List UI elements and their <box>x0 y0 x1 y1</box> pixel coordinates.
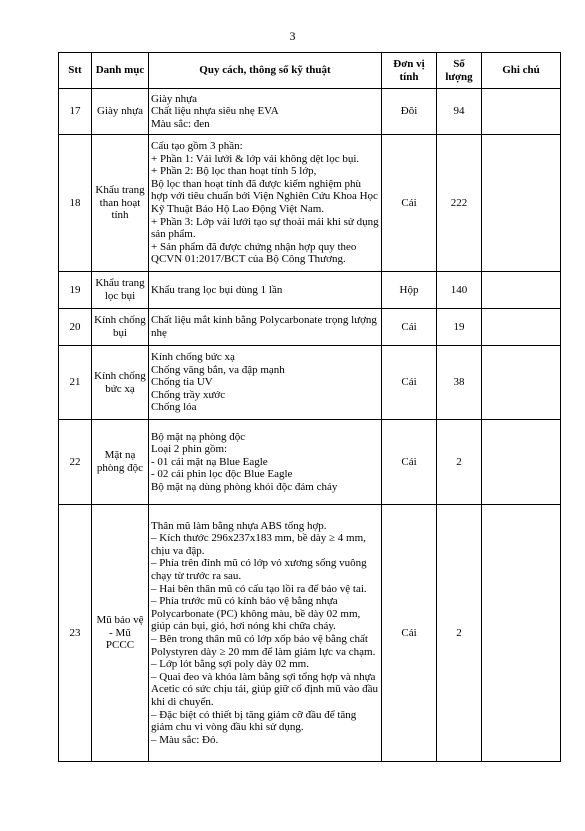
row-unit: Cái <box>382 505 437 762</box>
row-note <box>482 272 561 309</box>
spec-line: Chất liệu nhựa siêu nhẹ EVA <box>151 105 279 118</box>
row-unit: Cái <box>382 420 437 505</box>
spec-line: Kính chống bức xạ <box>151 351 235 364</box>
spec-line: Cấu tạo gồm 3 phần: <box>151 140 243 153</box>
spec-line: - 02 cái phin lọc độc Blue Eagle <box>151 468 293 481</box>
row-quantity: 2 <box>437 505 482 762</box>
spec-line: – Phía trước mũ có kính bảo vệ bằng nhựa Polycarbonate (PC) không màu, bề dày 02 mm, giúp cản bụi, gió, hơi nóng khi chữa cháy. <box>151 595 361 633</box>
page-number: 3 <box>289 29 296 43</box>
spec-line: Chống tia UV <box>151 376 213 389</box>
table-row <box>59 505 561 762</box>
row-quantity: 38 <box>437 346 482 420</box>
spec-line: Khẩu trang lọc bụi dùng 1 lần <box>151 283 283 296</box>
spec-line: Bộ mặt nạ phòng độc <box>151 430 246 443</box>
row-note <box>482 505 561 762</box>
row-category: Mặt nạ phòng độc <box>92 420 149 505</box>
spec-line: + Phần 3: Lớp vải lưới tạo sự thoải mái khi sử dụng sản phẩm. <box>151 215 379 241</box>
row-category: Khẩu trang lọc bụi <box>92 272 149 309</box>
spec-line: Bộ mặt nạ dùng phòng khói độc đám cháy <box>151 480 338 493</box>
row-quantity: 222 <box>437 135 482 272</box>
header-note: Ghi chú <box>482 53 561 89</box>
row-spec <box>149 89 382 135</box>
header-category: Danh mục <box>92 53 149 89</box>
spec-line: – Kích thước 296x237x183 mm, bề dày ≥ 4 mm, chịu va đập. <box>151 532 366 557</box>
spec-line: Màu sắc: đen <box>151 117 210 130</box>
spec-line: Chống lóa <box>151 401 197 414</box>
row-quantity: 2 <box>437 420 482 505</box>
row-quantity: 94 <box>437 89 482 135</box>
row-stt: 19 <box>59 272 92 309</box>
header-stt: Stt <box>59 53 92 89</box>
spec-line: Thân mũ làm bằng nhựa ABS tổng hợp. <box>151 519 327 532</box>
header-unit: Đơn vị tính <box>382 53 437 89</box>
equipment-spec-table <box>58 52 561 762</box>
row-unit: Đôi <box>382 89 437 135</box>
row-spec <box>149 272 382 309</box>
row-note <box>482 309 561 346</box>
table-header-row <box>59 53 561 89</box>
spec-line: Chất liệu mắt kính bằng Polycarbonate trọng lượng nhẹ <box>151 314 377 339</box>
row-stt: 21 <box>59 346 92 420</box>
table-row <box>59 89 561 135</box>
row-spec <box>149 420 382 505</box>
row-stt: 20 <box>59 309 92 346</box>
table-row <box>59 309 561 346</box>
spec-line: – Phía trên đỉnh mũ có lớp vỏ xương sống vuông chạy từ trước ra sau. <box>151 557 367 583</box>
header-quantity: Số lượng <box>437 53 482 89</box>
row-category: Kính chống bụi <box>92 309 149 346</box>
table-row <box>59 346 561 420</box>
spec-line: – Quai đeo và khóa làm bằng sợi tổng hợp và nhựa Acetic có sức chịu tải, giúp giữ cố định mũ vào đầu khi di chuyển. <box>151 670 378 708</box>
spec-line: Giày nhựa <box>151 92 197 105</box>
table-row <box>59 272 561 309</box>
spec-line: - 01 cái mặt nạ Blue Eagle <box>151 455 268 468</box>
table-row <box>59 135 561 272</box>
spec-line: + Sản phẩm đã được chứng nhận hợp quy theo QCVN 01:2017/BCT của Bộ Công Thương. <box>151 240 357 266</box>
spec-line: Chống trầy xước <box>151 388 226 401</box>
row-stt: 17 <box>59 89 92 135</box>
row-unit: Cái <box>382 309 437 346</box>
spec-line: – Hai bên thân mũ có cấu tạo lồi ra để bảo vệ tai. <box>151 582 367 595</box>
row-unit: Cái <box>382 346 437 420</box>
row-unit: Cái <box>382 135 437 272</box>
row-note <box>482 135 561 272</box>
row-category: Khẩu trang than hoạt tính <box>92 135 149 272</box>
row-category: Kính chống bức xạ <box>92 346 149 420</box>
spec-line: – Đặc biệt có thiết bị tăng giảm cỡ đầu để tăng giảm chu vi vòng đầu khi sử dụng. <box>151 708 357 734</box>
spec-line: – Màu sắc: Đỏ. <box>151 733 219 746</box>
spec-line: Bộ lọc than hoạt tính đã được kiểm nghiệm phù hợp với tiêu chuẩn bởi Viện Nghiên Cứu Khoa Học Kỹ Thuật Bảo Hộ Lao Động Việt Nam. <box>151 177 378 215</box>
row-spec <box>149 505 382 762</box>
spec-line: + Phần 2: Bộ lọc than hoạt tính 5 lớp, <box>151 165 317 178</box>
spec-line: – Lớp lót bằng sợi poly dày 02 mm. <box>151 658 309 671</box>
row-category: Giày nhựa <box>92 89 149 135</box>
spec-line: Loại 2 phin gồm: <box>151 443 228 456</box>
row-category: Mũ bảo vệ - Mũ PCCC <box>92 505 149 762</box>
row-spec <box>149 309 382 346</box>
row-stt: 22 <box>59 420 92 505</box>
spec-line: – Bên trong thân mũ có lớp xốp bảo vệ bằng chất Polystyren dày ≥ 20 mm để làm giảm lực va chạm. <box>151 633 376 658</box>
row-stt: 23 <box>59 505 92 762</box>
row-note <box>482 89 561 135</box>
row-stt: 18 <box>59 135 92 272</box>
row-unit: Hộp <box>382 272 437 309</box>
spec-line: + Phần 1: Vải lưới & lớp vải không dệt lọc bụi. <box>151 152 360 165</box>
row-note <box>482 420 561 505</box>
row-quantity: 140 <box>437 272 482 309</box>
row-note <box>482 346 561 420</box>
header-spec: Quy cách, thông số kỹ thuật <box>149 53 382 89</box>
row-quantity: 19 <box>437 309 482 346</box>
row-spec <box>149 346 382 420</box>
spec-line: Chống văng bắn, va đập mạnh <box>151 363 285 376</box>
row-spec <box>149 135 382 272</box>
table-row <box>59 420 561 505</box>
